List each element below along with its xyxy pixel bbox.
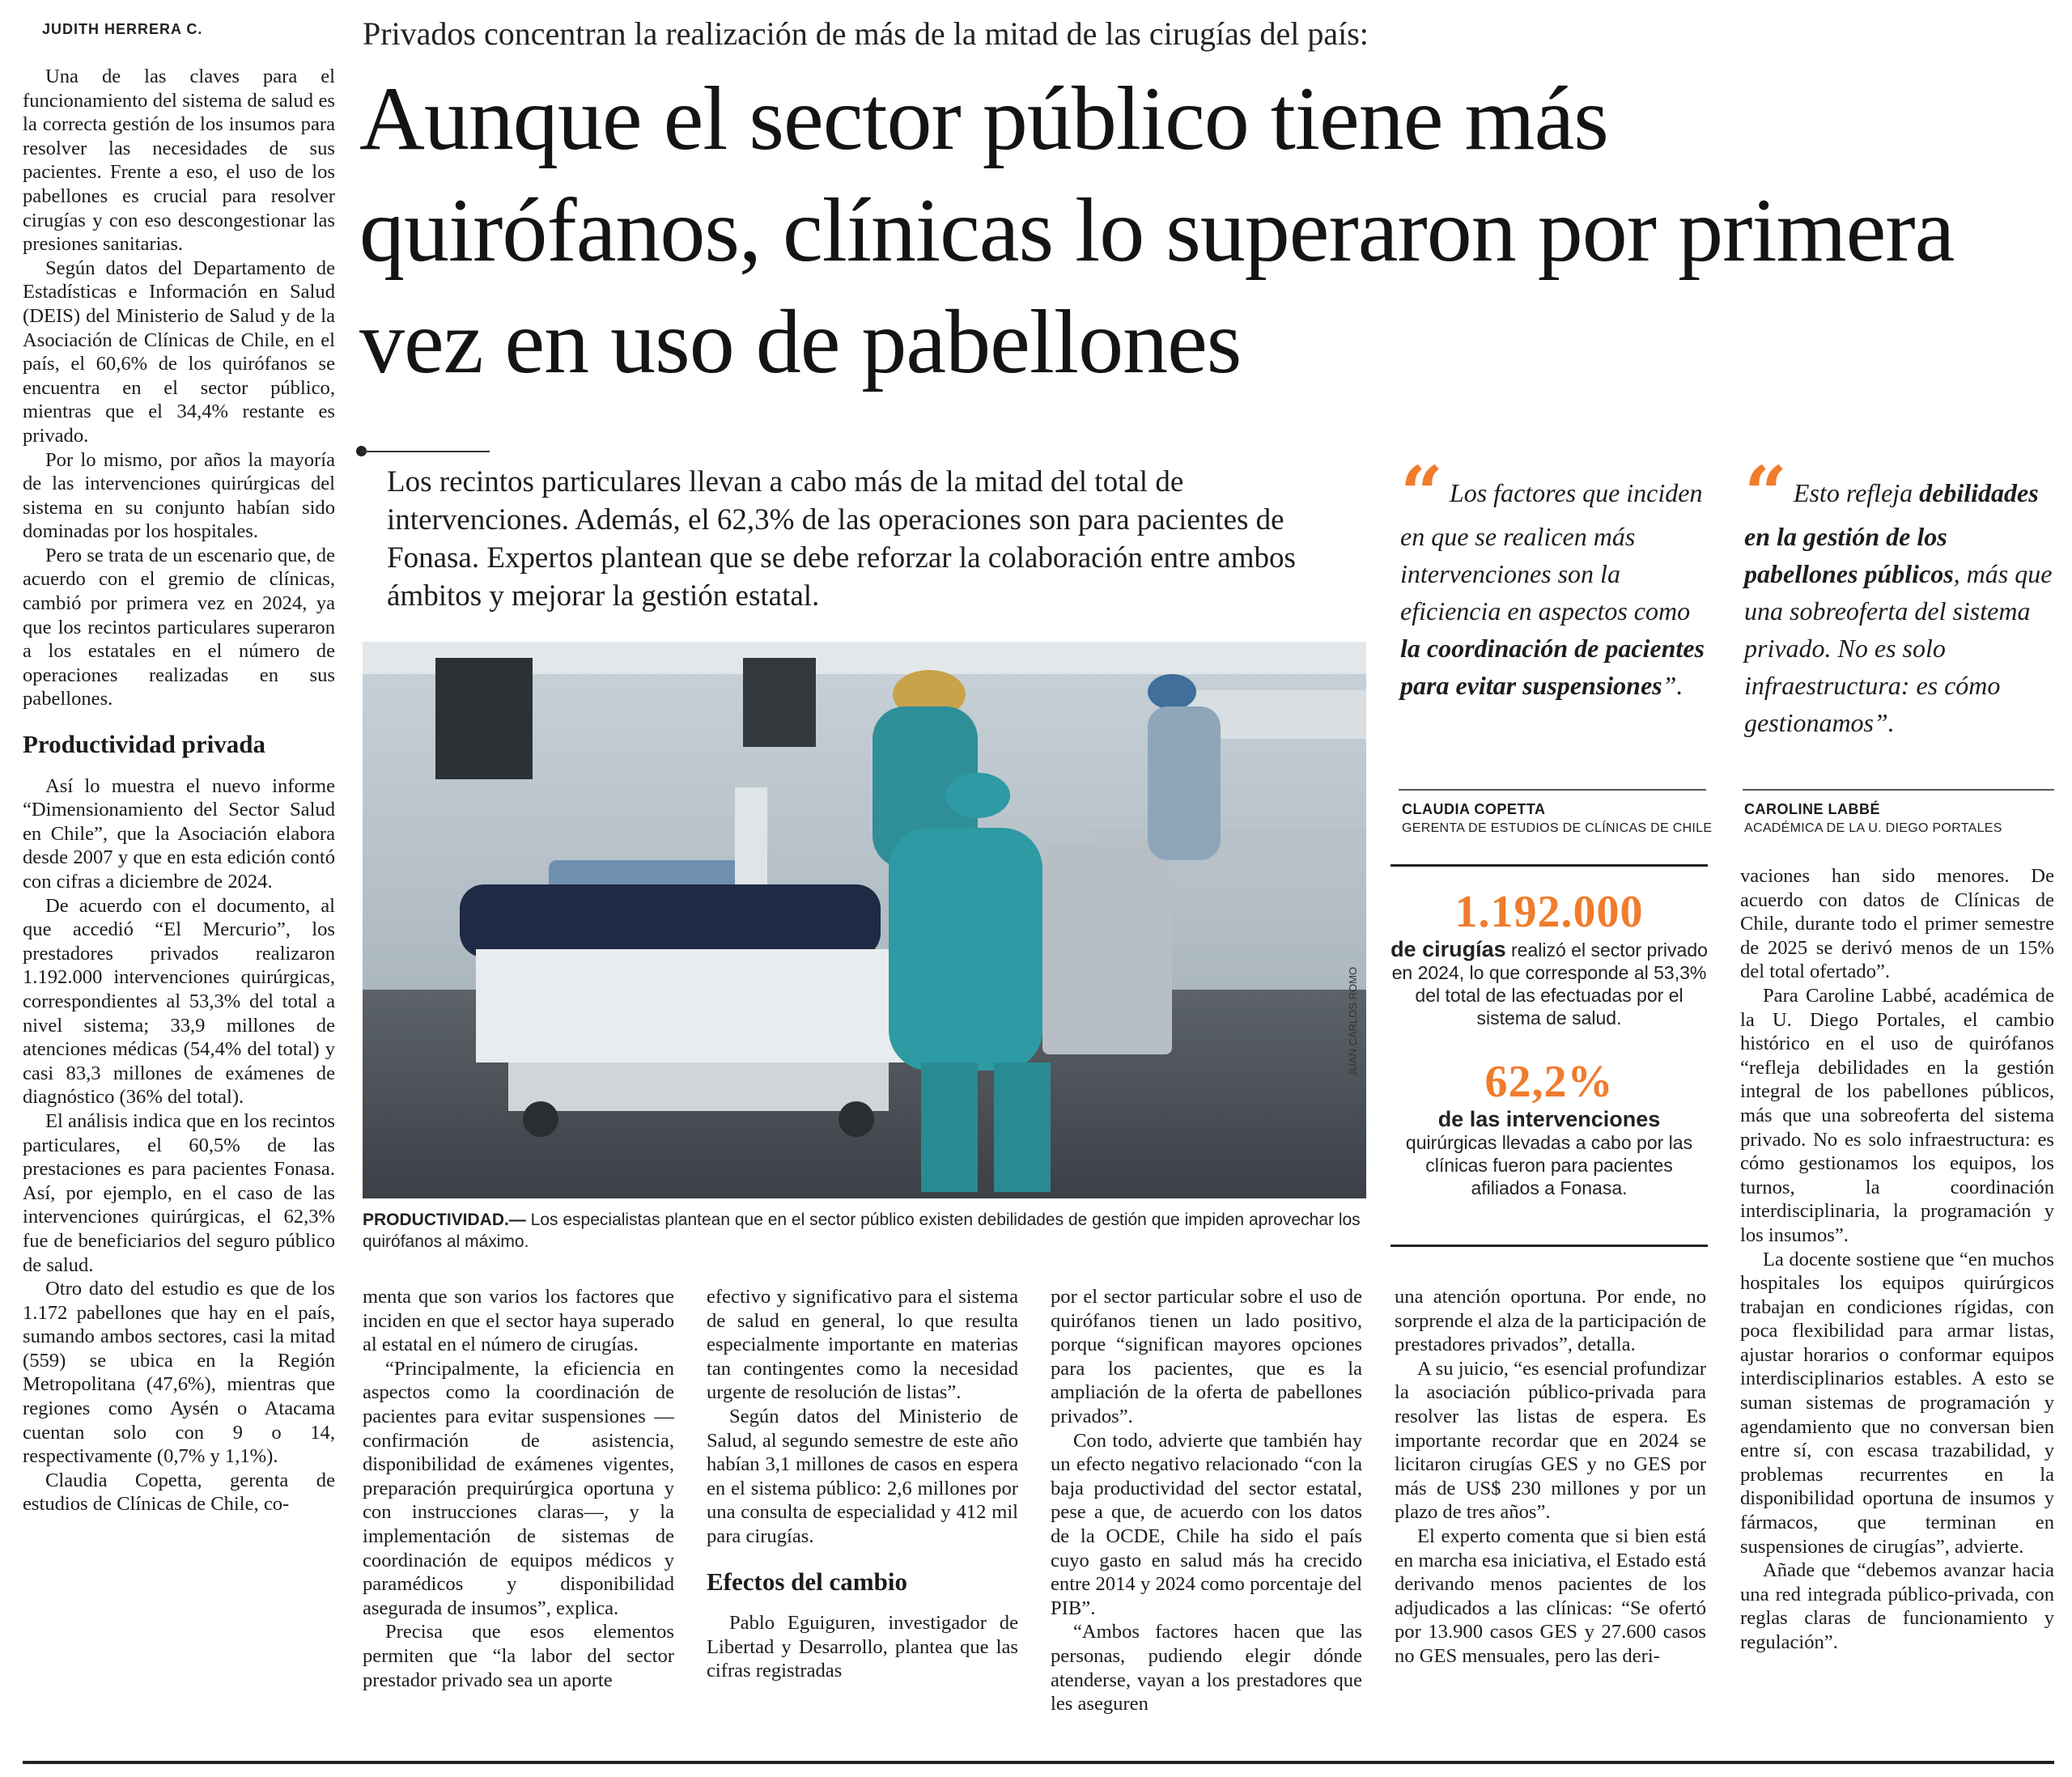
stat-surgeries <box>1391 886 1708 1029</box>
pull-quote-labbe <box>1744 450 2056 741</box>
headline: Aunque el sector público tiene más quirófanos, clínicas lo superaron por primera vez en uso de pabellones <box>359 69 1955 392</box>
photo-credit: JUAN CARLOS ROMO <box>1347 966 1359 1076</box>
column-4 <box>1051 1285 1362 1716</box>
quote-rule <box>1743 789 2054 791</box>
lead-paragraph: Los recintos particulares llevan a cabo más de la mitad del total de intervenciones. Además, el 62,3% de las operaciones son para pacientes de Fonasa. Expertos plantean que se debe reforzar la colaboración entre ambos ámbitos y mejorar la gestión estatal. <box>387 465 1296 613</box>
column-2 <box>363 1285 674 1692</box>
quote-author-name: CLAUDIA COPETTA <box>1402 801 1546 817</box>
column-3 <box>707 1285 1018 1683</box>
column-6 <box>1740 864 2054 1655</box>
quote-author-name: CAROLINE LABBÉ <box>1744 801 1880 817</box>
column-5 <box>1395 1285 1706 1669</box>
stat-number: 62,2% <box>1484 1057 1614 1107</box>
paragraph: Así lo muestra el nuevo informe “Dimensionamiento del Sector Salud en Chile”, que la Asociación elabora desde 2007 y que en esta edición contó con cifras a diciembre de 2024. <box>23 774 335 893</box>
subhead: Productividad privada <box>23 730 266 759</box>
quote-rule <box>1399 789 1706 791</box>
stat-text: quirúrgicas llevadas a cabo por las clínicas fueron para pacientes afiliados a Fonasa. <box>1405 1132 1693 1198</box>
subhead: Efectos del cambio <box>707 1567 907 1596</box>
paragraph: “Ambos factores hacen que las personas, pudiendo elegir dónde atenderse, vayan a los prestadores que les aseguren <box>1051 1621 1362 1716</box>
paragraph: efectivo y significativo para el sistema de salud en general, lo que resulta especialmente importante en materias tan contingentes como la necesidad urgente de resolución de listas”. <box>707 1286 1018 1404</box>
paragraph: A su juicio, “es esencial profundizar la asociación público-privada para resolver las listas de espera. Es importante recordar que en 2024 se licitaron cirugías GES y no GES por más de US$ 230 millones y por un plazo de tres años”. <box>1395 1357 1706 1524</box>
paragraph: Añade que “debemos avanzar hacia una red integrada público-privada, con reglas claras de funcionamiento y regulación”. <box>1740 1559 2054 1653</box>
paragraph: Precisa que esos elementos permiten que “la labor del sector prestador privado sea un aporte <box>363 1621 674 1691</box>
caption-text: Los especialistas plantean que en el sector público existen debilidades de gestión que impiden aprovechar los quirófanos al máximo. <box>363 1211 1361 1251</box>
paragraph: Con todo, advierte que también hay un efecto negativo relacionado “con la baja productividad del sector estatal, pese a que, de acuerdo con los datos de la OCDE, Chile ha sido el país cuyo gasto en salud más ha crecido entre 2014 y 2024 como porcentaje del PIB”. <box>1051 1429 1362 1619</box>
stats-bottom-rule <box>1391 1245 1708 1247</box>
operating-room-photo <box>363 642 1366 1198</box>
paragraph: menta que son varios los factores que inciden en que el sector haya superado al estatal en el número de cirugías. <box>363 1286 674 1356</box>
quote-text: Los factores que inciden en que se realicen más intervenciones son la eficiencia en aspectos como <box>1400 478 1703 626</box>
pull-quote-copetta <box>1400 450 1708 704</box>
paragraph: Pero se trata de un escenario que, de acuerdo con el gremio de clínicas, cambió por primera vez en 2024, ya que los recintos particulares superaron a los estatales en el número de operaciones realizadas en sus pabellones. <box>23 544 335 710</box>
paragraph: Otro dato del estudio es que de los 1.172 pabellones que hay en el país, sumando ambos sectores, casi la mitad (559) se ubica en la Región Metropolitana (47,6%), mientras que regiones como Aysén o Atacama cuentan solo con 9 o 14, respectivamente (0,7% y 1,1%). <box>23 1278 335 1468</box>
paragraph: Pablo Eguiguren, investigador de Libertad y Desarrollo, plantea que las cifras registradas <box>707 1612 1018 1682</box>
quote-emphasis: la coordinación de pacientes para evitar suspensiones <box>1400 634 1705 700</box>
stat-bold: de las intervenciones <box>1437 1107 1661 1131</box>
lead-rule <box>360 451 490 452</box>
paragraph: Por lo mismo, por años la mayoría de las intervenciones quirúrgicas del sistema en su conjunto habían sido dominadas por los hospitales. <box>23 448 335 543</box>
paragraph: De acuerdo con el documento, al que accedió “El Mercurio”, los prestadores privados realizaron 1.192.000 intervenciones quirúrgicas, correspondientes al 53,3% del total a nivel sistema; 33,9 millones de atenciones médicas (54,4% del total) y casi 83,3 millones de exámenes de diagnóstico (36% del total). <box>23 894 335 1109</box>
byline: JUDITH HERRERA C. <box>42 21 203 37</box>
quote-author-role: ACADÉMICA DE LA U. DIEGO PORTALES <box>1744 821 2002 835</box>
paragraph: La docente sostiene que “en muchos hospitales los equipos quirúrgicos trabajan en condiciones rígidas, con poca flexibilidad para armar listas, ajustar horarios o conformar equipos interdisciplinarios estables. A esto se suman sistemas de programación y agendamiento que no conversan bien entre sí, con escasa trazabilidad, y problemas recurrentes en la disponibilidad oportuna de insumos y fármacos, que terminan en suspensiones de cirugías”, advierte. <box>1740 1248 2054 1558</box>
stat-fonasa <box>1391 1056 1708 1199</box>
paragraph: por el sector particular sobre el uso de quirófanos tienen un lado positivo, porque “significan mayores opciones para los pacientes, que es la ampliación de la oferta de pabellones privados”. <box>1051 1286 1362 1427</box>
column-1 <box>23 65 335 1516</box>
paragraph: una atención oportuna. Por ende, no sorprende el alza de la participación de prestadores privados”, detalla. <box>1395 1286 1706 1356</box>
paragraph: Según datos del Departamento de Estadísticas e Información en Salud (DEIS) del Ministerio de Salud y de la Asociación de Clínicas de Chile, en el país, el 60,6% de los quirófanos se encuentra en el sector público, mientras que el 34,4% restante es privado. <box>23 257 335 447</box>
paragraph: El análisis indica que en los recintos particulares, el 60,5% de las prestaciones es para pacientes Fonasa. Así, por ejemplo, en el caso de las intervenciones quirúrgicas, el 62,3% fue de beneficiarios del seguro público de salud. <box>23 1109 335 1276</box>
paragraph: Según datos del Ministerio de Salud, al segundo semestre de este año habían 3,1 millones de casos en espera en el sistema público: 2,6 millones por una consulta de especialidad y 412 mil para cirugías. <box>707 1405 1018 1547</box>
stat-description <box>1391 1108 1708 1199</box>
quote-mark-icon: “ <box>1744 450 1787 537</box>
paragraph: Para Caroline Labbé, académica de la U. Diego Portales, el cambio histórico en el uso de quirófanos “refleja debilidades en la gestión integral de los pabellones públicos, más que una sobreoferta del sistema privado. No es solo infraestructura: es cómo gestionamos los equipos, los turnos, la coordinación interdisciplinaria, la programación y los insumos”. <box>1740 984 2054 1246</box>
paragraph: vaciones han sido menores. De acuerdo con datos de Clínicas de Chile, durante todo el primer semestre de 2025 se derivó menos de un 15% del total ofertado”. <box>1740 865 2054 983</box>
stats-top-rule <box>1391 864 1708 867</box>
quote-text-end: , más que una sobreoferta del sistema privado. No es solo infraestructura: es cómo gestionamos”. <box>1744 559 2053 737</box>
paragraph: El experto comenta que si bien está en marcha esa iniciativa, el Estado está derivando menos pacientes de los adjudicados a las clínicas: “Se ofertó por 13.900 casos GES y 27.600 casos no GES mensuales, pero las deri- <box>1395 1525 1706 1667</box>
caption-label: PRODUCTIVIDAD.— <box>363 1211 526 1229</box>
stat-description <box>1391 938 1708 1029</box>
kicker: Privados concentran la realización de más de la mitad de las cirugías del país: <box>363 15 1369 52</box>
paragraph: “Principalmente, la eficiencia en aspectos como la coordinación de pacientes para evitar suspensiones —confirmación de asistencia, disponibilidad de exámenes vigentes, preparación prequirúrgica oportuna y con instrucciones claras—, y la implementación de sistemas de coordinación de equipos médicos y paramédicos y disponibilidad asegurada de insumos”, explica. <box>363 1357 674 1619</box>
quote-mark-icon: “ <box>1400 450 1443 537</box>
paragraph: Una de las claves para el funcionamiento del sistema de salud es la correcta gestión de los insumos para resolver las necesidades de sus pacientes. Frente a eso, el uso de los pabellones es crucial para resolver cirugías y con eso descongestionar las presiones sanitarias. <box>23 66 335 256</box>
stat-number: 1.192.000 <box>1454 887 1644 937</box>
paragraph: Claudia Copetta, gerenta de estudios de Clínicas de Chile, co- <box>23 1469 335 1516</box>
stat-text: realizó el sector privado en 2024, lo que corresponde al 53,3% del total de las efectuadas por el sistema de salud. <box>1391 939 1708 1028</box>
quote-text: Esto refleja <box>1793 478 1920 507</box>
quote-author-role: GERENTA DE ESTUDIOS DE CLÍNICAS DE CHILE <box>1402 821 1713 835</box>
quote-text-end: ”. <box>1662 671 1684 700</box>
stat-bold: de cirugías <box>1391 937 1506 961</box>
photo-caption <box>363 1209 1366 1253</box>
page-bottom-rule <box>23 1761 2054 1764</box>
quote-emphasis: debilidades en la gestión de los pabellones públicos <box>1744 478 2039 588</box>
